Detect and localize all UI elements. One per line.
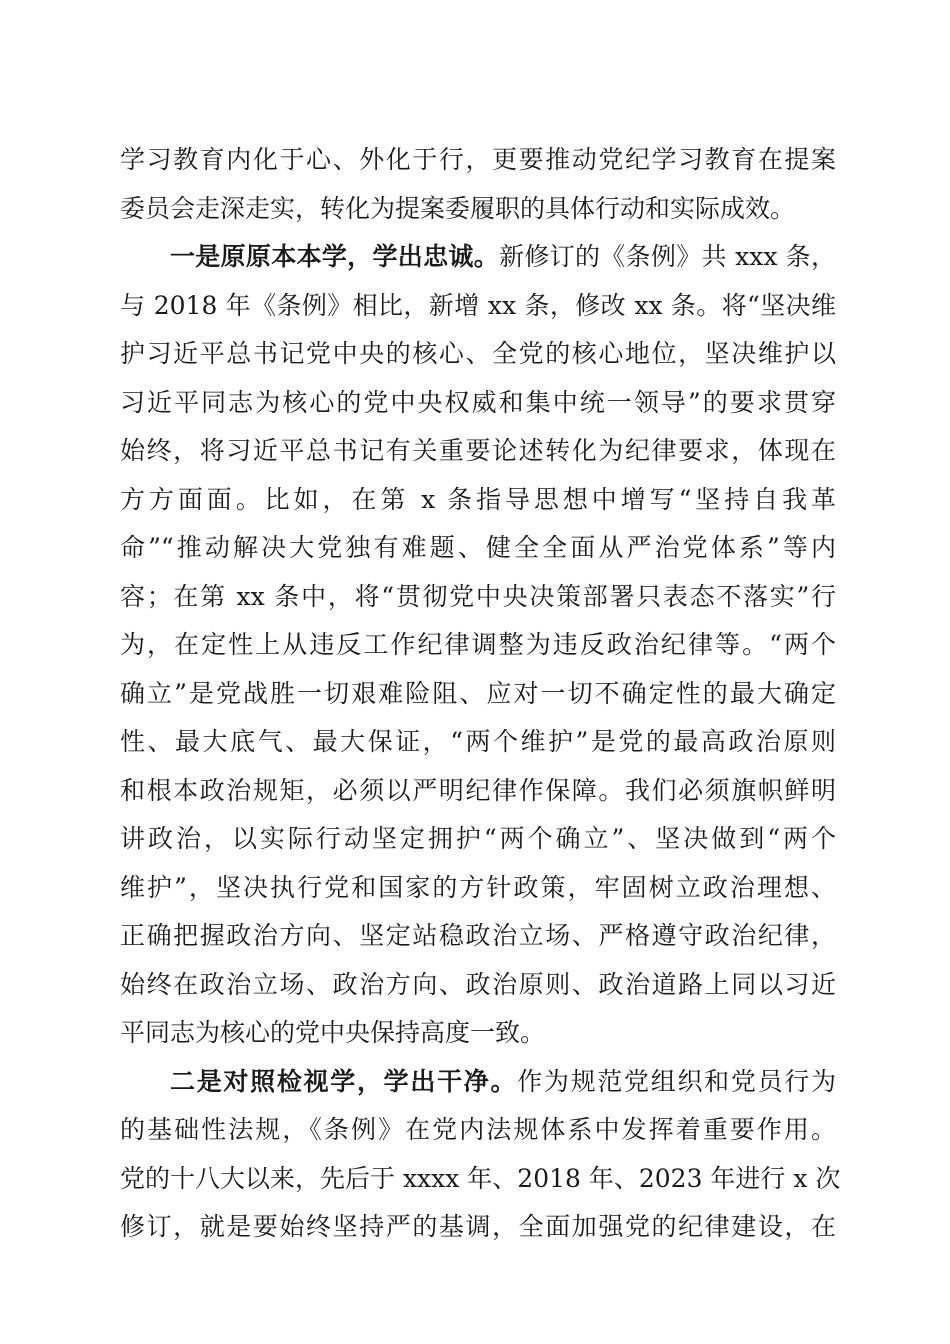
paragraph-2-line-4: 习近平同志为核心的党中央权威和集中统一领导”的要求贯穿 [120, 387, 836, 417]
paragraph-2-line-7: 命”“推动解决大党独有难题、健全全面从严治党体系”等内 [120, 533, 836, 562]
paragraph-1-line-2: 委员会走深走实，转化为提案委履职的具体行动和实际成效。 [120, 193, 796, 223]
paragraph-2-line-11: 性、最大底气、最大保证，“两个维护”是党的最高政治原则 [120, 727, 836, 756]
paragraph-2-line-3: 护习近平总书记党中央的核心、全党的核心地位，坚决维护以 [120, 339, 836, 368]
paragraph-1-line-1: 学习教育内化于心、外化于行，更要推动党纪学习教育在提案 [120, 145, 836, 174]
paragraph-2-lead: 一是原原本本学，学出忠诚。 [170, 242, 500, 271]
paragraph-2-line-5: 始终，将习近平总书记有关重要论述转化为纪律要求，体现在 [120, 436, 836, 465]
paragraph-2-line-1 [120, 233, 836, 282]
paragraph-3-line-4: 修订，就是要始终坚持严的基调，全面加强党的纪律建设，在 [120, 1212, 836, 1241]
paragraph-2-line-9: 为，在定性上从违反工作纪律调整为违反政治纪律等。“两个 [120, 630, 836, 659]
paragraph-3-line-2: 的基础性法规，《条例》在党内法规体系中发挥着重要作用。 [120, 1115, 836, 1144]
paragraph-2-line-10: 确立”是党战胜一切艰难险阻、应对一切不确定性的最大确定 [120, 678, 836, 708]
paragraph-3-line-1-text: 作为规范党组织和党员行为 [517, 1066, 836, 1096]
paragraph-2-line-6: 方方面面。比如，在第 x 条指导思想中增写“坚持自我革 [120, 484, 836, 514]
paragraph-2-line-13: 讲政治，以实际行动坚定拥护“两个确立”、坚决做到“两个 [120, 824, 836, 853]
paragraph-2-line-15: 正确把握政治方向、坚定站稳政治立场、严格遵守政治纪律， [120, 921, 836, 950]
paragraph-2-line-16: 始终在政治立场、政治方向、政治原则、政治道路上同以习近 [120, 969, 836, 999]
paragraph-3-line-3: 党的十八大以来，先后于 xxxx 年、2018 年、2023 年进行 x 次 [120, 1163, 841, 1193]
paragraph-2-line-12: 和根本政治规矩，必须以严明纪律作保障。我们必须旗帜鲜明 [120, 775, 836, 805]
paragraph-2-line-14: 维护”，坚决执行党和国家的方针政策，牢固树立政治理想、 [120, 872, 836, 902]
document-body [120, 136, 841, 1252]
paragraph-3-lead: 二是对照检视学，学出干净。 [170, 1066, 518, 1096]
paragraph-2-line-1-text: 新修订的《条例》共 xxx 条， [499, 242, 836, 271]
paragraph-2-line-2: 与 2018 年《条例》相比，新增 xx 条，修改 xx 条。将“坚决维 [120, 290, 836, 320]
paragraph-3-line-1 [120, 1058, 836, 1107]
paragraph-2-line-8: 容；在第 xx 条中，将“贯彻党中央决策部署只表态不落实”行 [120, 581, 836, 611]
paragraph-2-line-17: 平同志为核心的党中央保持高度一致。 [120, 1018, 546, 1047]
